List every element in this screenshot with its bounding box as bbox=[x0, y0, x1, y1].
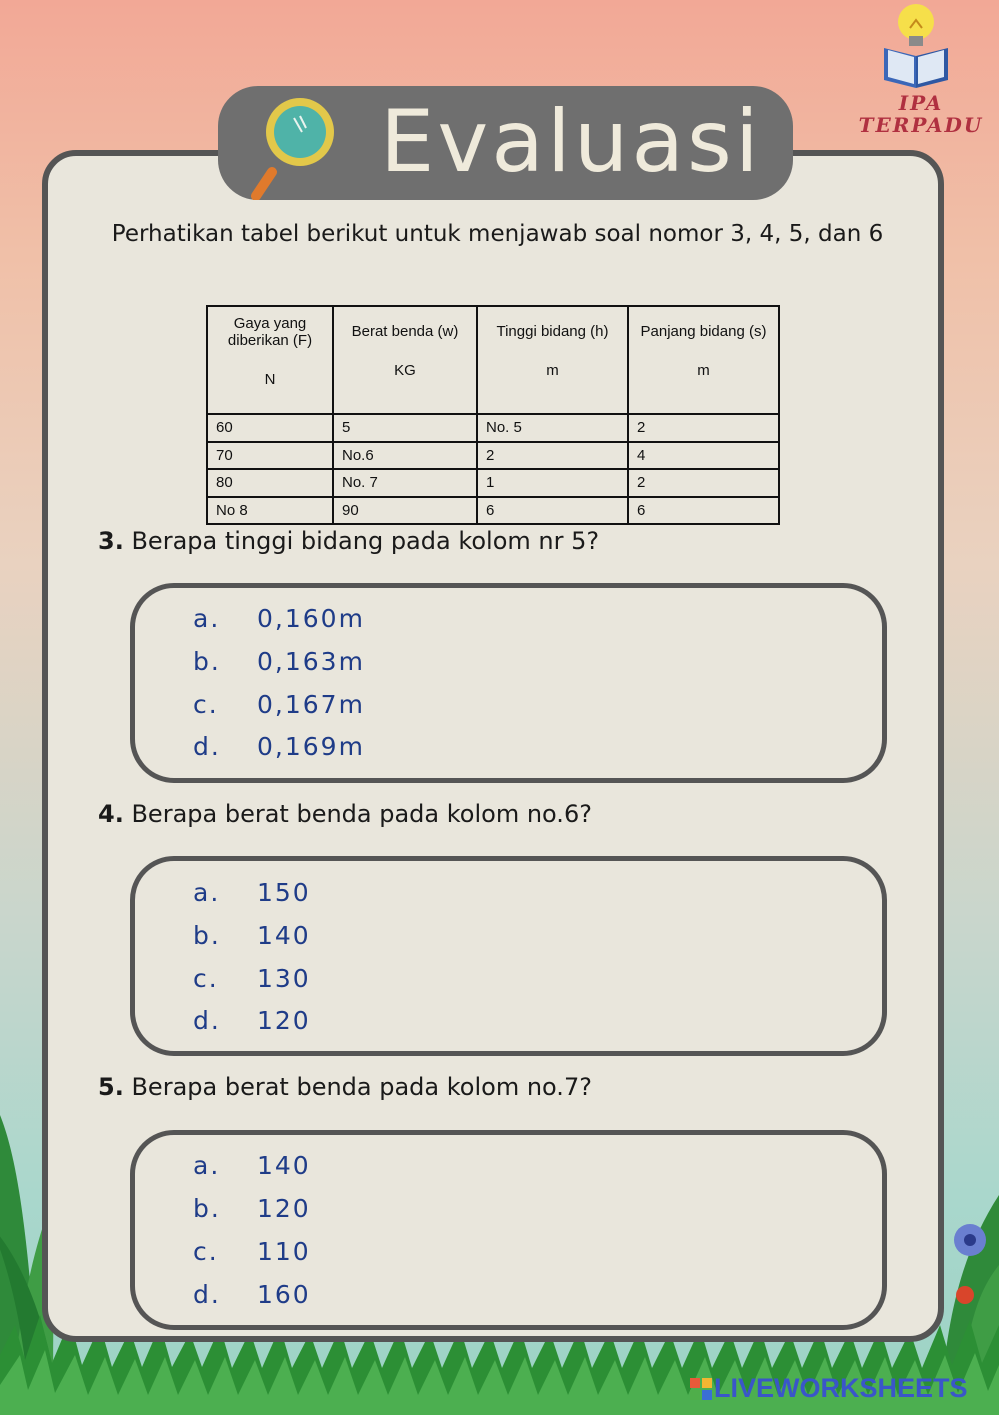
page-title: Evaluasi bbox=[380, 92, 762, 192]
table-header-row bbox=[207, 306, 779, 414]
option-letter: b. bbox=[193, 921, 221, 950]
table-row bbox=[207, 469, 779, 497]
question-4 bbox=[98, 800, 592, 828]
table-cell: 70 bbox=[207, 442, 333, 470]
option-letter: d. bbox=[193, 1006, 221, 1035]
question-text: Berapa berat benda pada kolom no.6? bbox=[131, 800, 592, 828]
option-text: 120 bbox=[257, 1194, 311, 1223]
header-cell-length bbox=[628, 306, 779, 414]
answer-option[interactable] bbox=[193, 732, 365, 761]
option-text: 0,169m bbox=[257, 732, 365, 761]
header-unit: m bbox=[697, 362, 710, 379]
option-letter: c. bbox=[193, 690, 219, 719]
header-unit: KG bbox=[394, 362, 416, 379]
table-cell: 1 bbox=[477, 469, 628, 497]
answer-option[interactable] bbox=[193, 647, 365, 676]
option-letter: b. bbox=[193, 1194, 221, 1223]
header-cell-height bbox=[477, 306, 628, 414]
table-row bbox=[207, 442, 779, 470]
answer-option[interactable] bbox=[193, 1237, 311, 1266]
option-text: 140 bbox=[257, 1151, 311, 1180]
data-table bbox=[206, 305, 780, 525]
header-label: Gaya yang bbox=[233, 315, 307, 332]
option-text: 130 bbox=[257, 964, 311, 993]
header-label: Panjang bidang (s) bbox=[640, 323, 767, 340]
table-cell: 60 bbox=[207, 414, 333, 442]
option-letter: b. bbox=[193, 647, 221, 676]
header-label: Berat benda (w) bbox=[351, 323, 459, 340]
option-text: 160 bbox=[257, 1280, 311, 1309]
question-text: Berapa berat benda pada kolom no.7? bbox=[131, 1073, 592, 1101]
magnifier-icon bbox=[250, 92, 342, 200]
option-text: 0,163m bbox=[257, 647, 365, 676]
table-cell: 2 bbox=[628, 469, 779, 497]
book-lightbulb-icon bbox=[880, 0, 956, 92]
instruction-text: Perhatikan tabel berikut untuk menjawab soal nomor 3, 4, 5, dan 6 bbox=[111, 221, 884, 247]
liveworksheets-logo[interactable]: LIVEWORKSHEETS bbox=[714, 1373, 968, 1403]
answer-option[interactable] bbox=[193, 1280, 311, 1309]
answer-option[interactable] bbox=[193, 690, 365, 719]
question-3 bbox=[98, 527, 599, 555]
question-text: Berapa tinggi bidang pada kolom nr 5? bbox=[131, 527, 600, 555]
option-text: 0,160m bbox=[257, 604, 365, 633]
option-text: 140 bbox=[257, 921, 311, 950]
question-number: 5. bbox=[98, 1073, 124, 1101]
answer-option[interactable] bbox=[193, 878, 311, 907]
table-cell: 2 bbox=[628, 414, 779, 442]
table-cell: 80 bbox=[207, 469, 333, 497]
answer-option[interactable] bbox=[193, 921, 311, 950]
option-letter: c. bbox=[193, 964, 219, 993]
option-letter: d. bbox=[193, 732, 221, 761]
answer-box-5 bbox=[130, 1130, 887, 1330]
table-cell: No. 5 bbox=[477, 414, 628, 442]
option-letter: d. bbox=[193, 1280, 221, 1309]
answer-box-4 bbox=[130, 856, 887, 1056]
question-5 bbox=[98, 1073, 592, 1101]
logo-label: IPA TERPADU bbox=[858, 91, 984, 137]
option-text: 150 bbox=[257, 878, 311, 907]
header-cell-weight bbox=[333, 306, 477, 414]
table-row bbox=[207, 497, 779, 525]
header-unit: N bbox=[264, 371, 276, 388]
answer-option[interactable] bbox=[193, 1151, 311, 1180]
answer-box-3 bbox=[130, 583, 887, 783]
header-unit: m bbox=[546, 362, 559, 379]
answer-option[interactable] bbox=[193, 1194, 311, 1223]
answer-option[interactable] bbox=[193, 1006, 311, 1035]
header-label: diberikan (F) bbox=[227, 332, 313, 349]
option-text: 0,167m bbox=[257, 690, 365, 719]
answer-option[interactable] bbox=[193, 604, 365, 633]
option-text: 120 bbox=[257, 1006, 311, 1035]
header-label: Tinggi bidang (h) bbox=[496, 323, 609, 340]
option-text: 110 bbox=[257, 1237, 311, 1266]
table-cell: 6 bbox=[628, 497, 779, 525]
table-cell: 90 bbox=[333, 497, 477, 525]
table-cell: 6 bbox=[477, 497, 628, 525]
header-cell-force bbox=[207, 306, 333, 414]
table-cell: No.6 bbox=[333, 442, 477, 470]
option-letter: a. bbox=[193, 1151, 221, 1180]
option-letter: a. bbox=[193, 604, 221, 633]
table-row bbox=[207, 414, 779, 442]
table-cell: 2 bbox=[477, 442, 628, 470]
option-letter: c. bbox=[193, 1237, 219, 1266]
liveworksheets-icon bbox=[690, 1378, 712, 1400]
answer-option[interactable] bbox=[193, 964, 311, 993]
question-number: 4. bbox=[98, 800, 124, 828]
table-cell: No 8 bbox=[207, 497, 333, 525]
table-cell: 5 bbox=[333, 414, 477, 442]
table-cell: 4 bbox=[628, 442, 779, 470]
table-cell: No. 7 bbox=[333, 469, 477, 497]
option-letter: a. bbox=[193, 878, 221, 907]
question-number: 3. bbox=[98, 527, 124, 555]
